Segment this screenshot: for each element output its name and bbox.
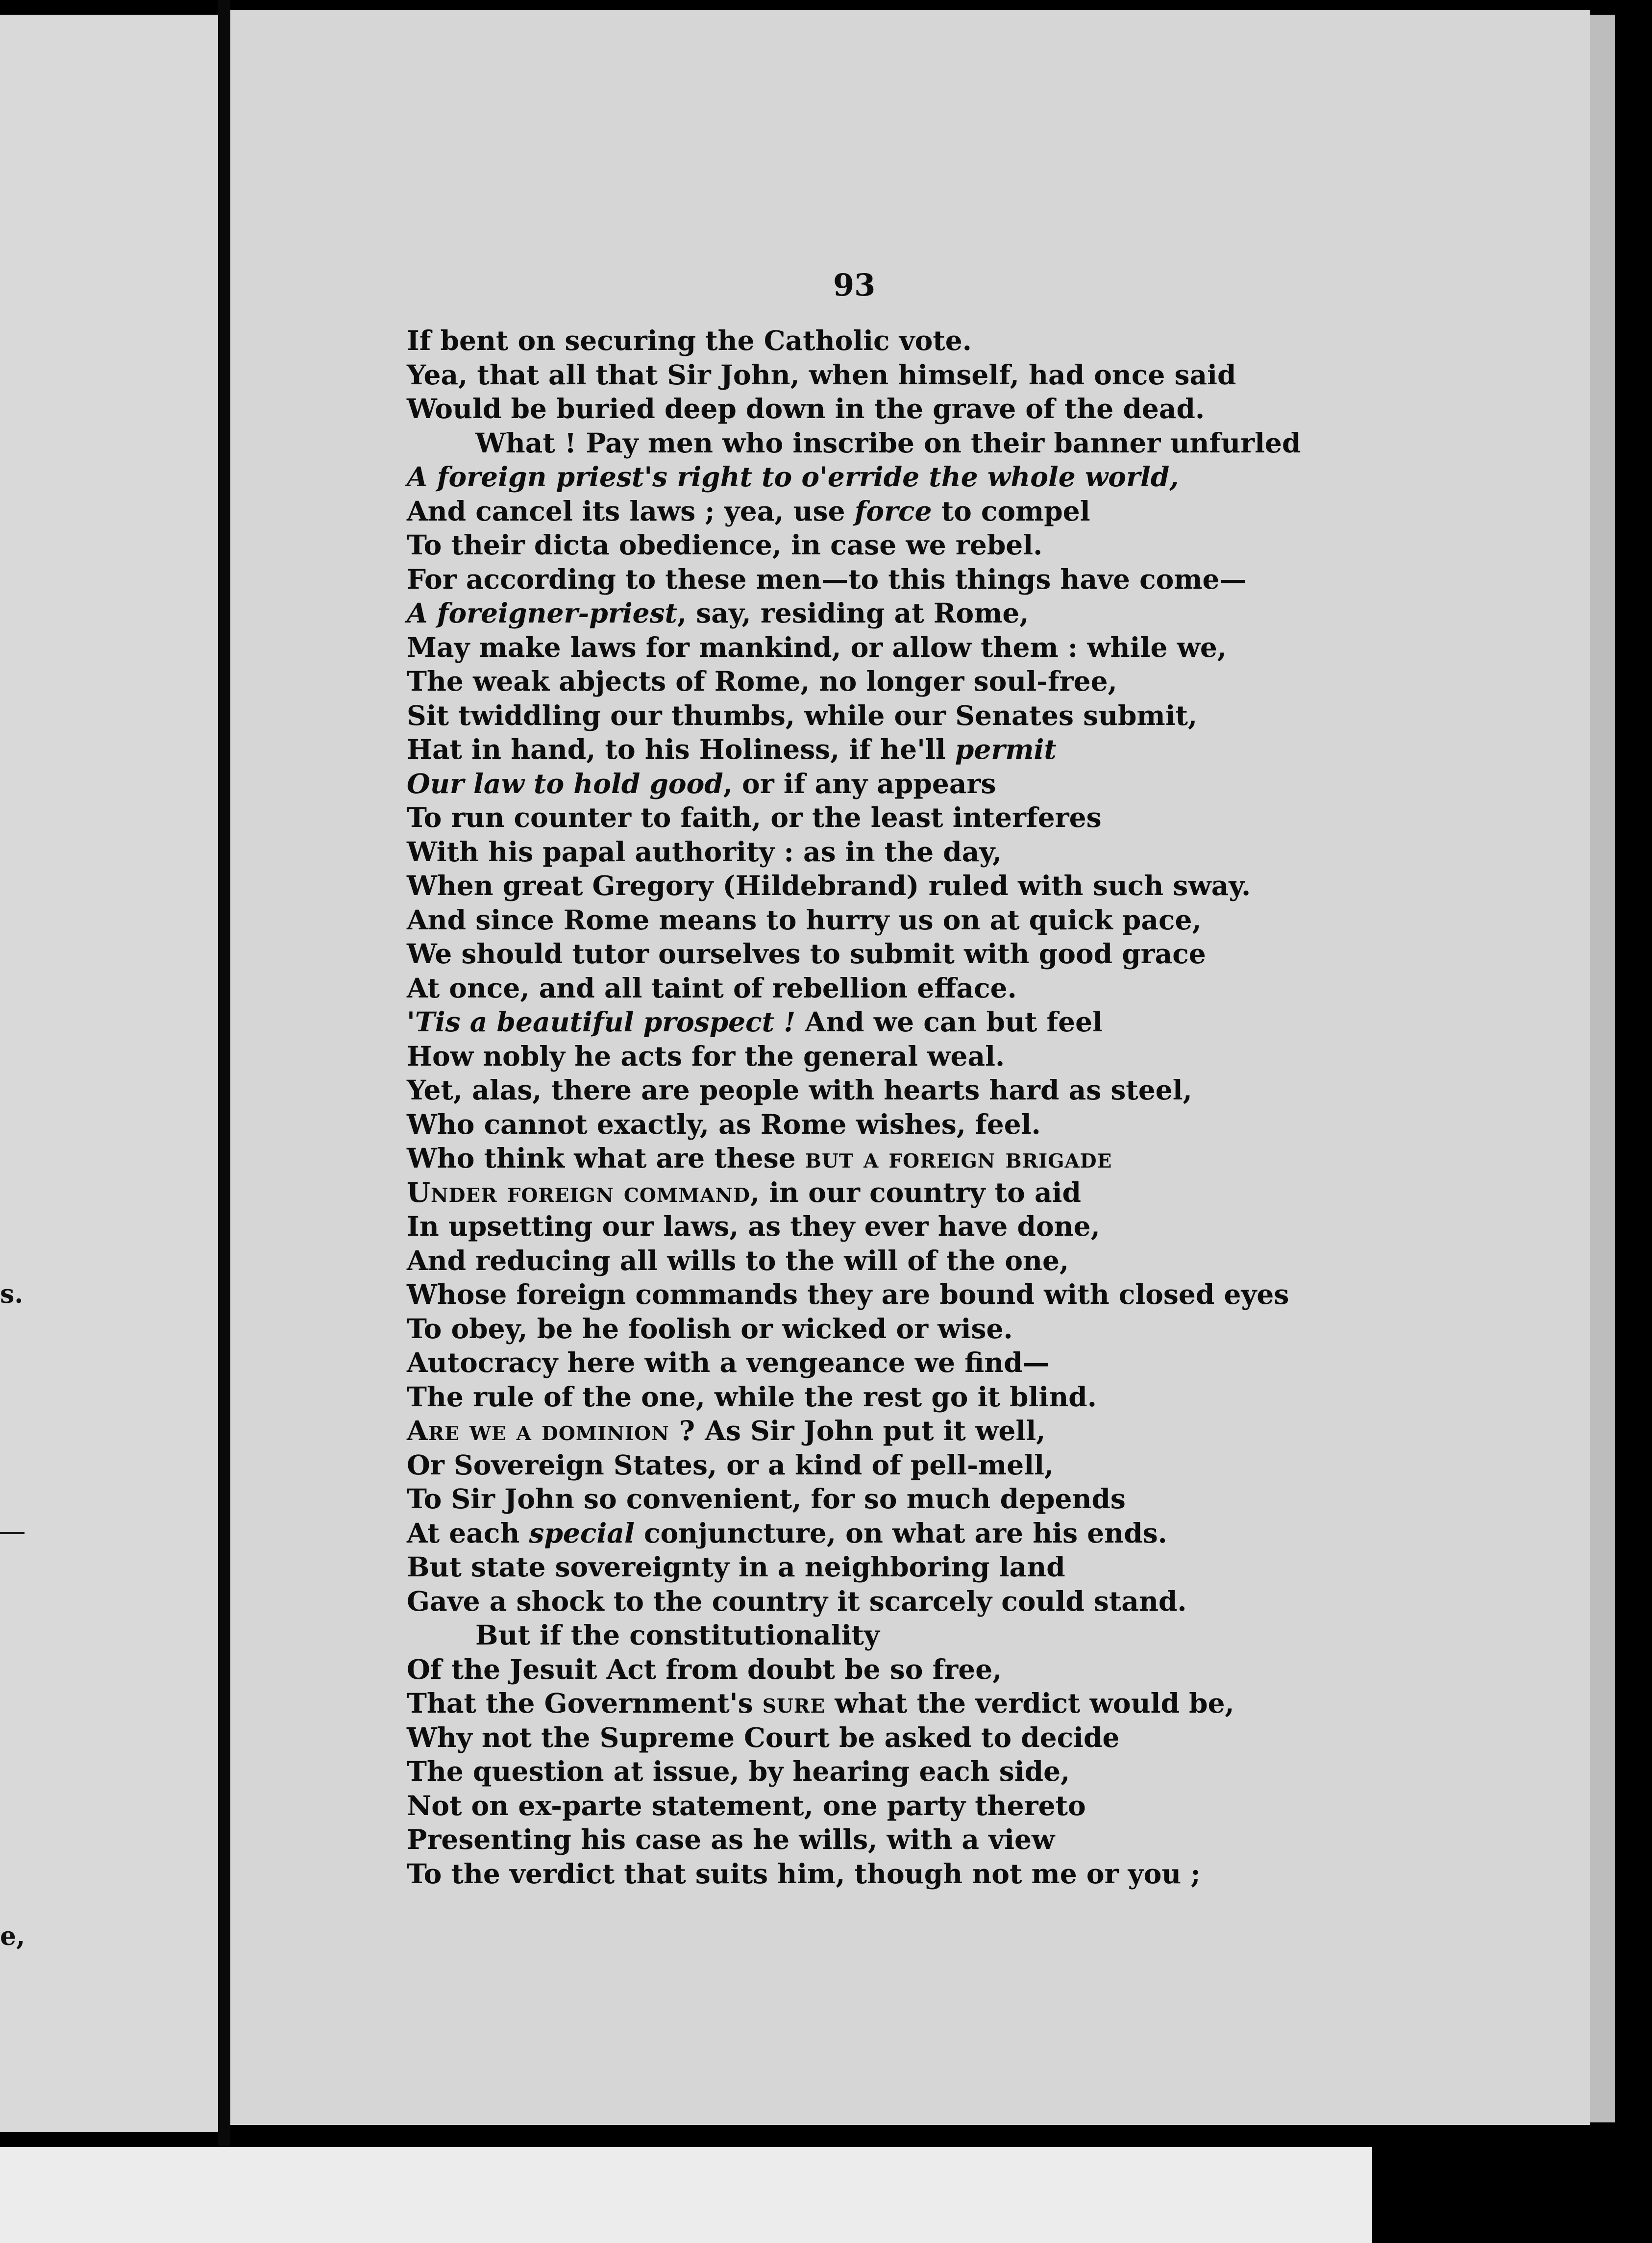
text-segment: Gave a shock to the country it scarcely could stand. — [407, 1585, 1187, 1617]
text-line — [407, 1175, 1563, 1210]
text-line — [407, 1380, 1563, 1414]
text-line — [407, 1720, 1563, 1755]
text-line — [407, 767, 1563, 801]
text-segment: That the Government's — [407, 1687, 763, 1719]
text-line — [407, 1039, 1563, 1073]
text-segment: At each — [407, 1517, 529, 1549]
page-edge — [1590, 15, 1615, 2122]
text-segment: Autocracy here with a vengeance we find— — [407, 1346, 1050, 1378]
text-segment: At once, and all taint of rebellion efface. — [407, 972, 1017, 1004]
text-segment: Of the Jesuit Act from doubt be so free, — [407, 1653, 1002, 1685]
text-line — [407, 1754, 1563, 1789]
text-segment: How nobly he acts for the general weal. — [407, 1040, 1005, 1072]
small-caps-text: sure — [762, 1687, 826, 1719]
text-segment: Sit twiddling our thumbs, while our Senates submit, — [407, 699, 1198, 731]
text-segment: To run counter to faith, or the least interferes — [407, 801, 1102, 833]
text-line — [407, 1516, 1563, 1550]
text-segment: The question at issue, by hearing each side, — [407, 1755, 1070, 1787]
text-line — [407, 698, 1563, 733]
text-line — [407, 1209, 1563, 1244]
text-line — [407, 324, 1563, 358]
text-line — [407, 1005, 1563, 1039]
text-segment: what the verdict would be, — [825, 1687, 1234, 1719]
page-number: 93 — [833, 267, 876, 303]
text-line — [407, 1550, 1563, 1584]
text-segment: , say, residing at Rome, — [677, 597, 1029, 629]
left-page-rule — [0, 1532, 25, 1534]
text-line — [407, 1822, 1563, 1857]
text-segment: The weak abjects of Rome, no longer soul-free, — [407, 665, 1117, 697]
text-line — [407, 732, 1563, 767]
italic-text: Our law to hold good — [407, 767, 723, 799]
text-line — [407, 1073, 1563, 1107]
text-segment: And since Rome means to hurry us on at quick pace, — [407, 903, 1202, 936]
text-segment: To the verdict that suits him, though not me or you ; — [407, 1857, 1201, 1890]
text-line — [407, 596, 1563, 630]
text-segment: With his papal authority : as in the day, — [407, 835, 1002, 868]
text-segment: And reducing all wills to the will of the one, — [407, 1244, 1069, 1276]
text-line — [407, 494, 1563, 528]
italic-text: A foreign priest's right to o'erride the whole world, — [407, 461, 1179, 493]
text-line — [407, 630, 1563, 665]
text-segment: Who cannot exactly, as Rome wishes, feel. — [407, 1108, 1041, 1140]
text-segment: Why not the Supreme Court be asked to decide — [407, 1721, 1120, 1753]
text-segment: And cancel its laws ; yea, use — [407, 495, 855, 527]
text-segment: Yet, alas, there are people with hearts hard as steel, — [407, 1074, 1192, 1106]
text-line — [407, 1312, 1563, 1346]
text-segment: In upsetting our laws, as they ever have done, — [407, 1210, 1100, 1242]
text-line — [407, 1652, 1563, 1687]
text-line — [407, 1277, 1563, 1312]
text-segment: What ! Pay men who inscribe on their banner unfurled — [475, 426, 1301, 459]
text-line — [407, 664, 1563, 698]
text-segment: Or Sovereign States, or a kind of pell-mell, — [407, 1448, 1054, 1481]
text-line — [407, 392, 1563, 426]
text-segment: And we can but feel — [795, 1006, 1103, 1038]
text-segment: Hat in hand, to his Holiness, if he'll — [407, 733, 955, 765]
text-line — [407, 1857, 1563, 1891]
text-line — [407, 426, 1563, 460]
poem-text — [407, 324, 1563, 1891]
text-line — [407, 562, 1563, 597]
small-caps-text: but a foreign brigade — [805, 1142, 1112, 1174]
text-segment: The rule of the one, while the rest go it blind. — [407, 1380, 1097, 1413]
text-line — [407, 1414, 1563, 1448]
text-segment: Would be buried deep down in the grave of the dead. — [407, 393, 1205, 424]
text-line — [407, 1244, 1563, 1278]
binding-gutter — [218, 0, 230, 2243]
text-line — [407, 835, 1563, 869]
text-line — [407, 528, 1563, 562]
text-segment: But state sovereignty in a neighboring land — [407, 1551, 1065, 1583]
text-segment: Whose foreign commands they are bound with closed eyes — [407, 1278, 1289, 1310]
text-segment: But if the constitutionality — [475, 1619, 880, 1651]
text-segment: May make laws for mankind, or allow them : while we, — [407, 631, 1227, 663]
text-segment: conjuncture, on what are his ends. — [634, 1517, 1167, 1549]
text-segment: Presenting his case as he wills, with a view — [407, 1823, 1055, 1855]
text-segment: When great Gregory (Hildebrand) ruled with such sway. — [407, 870, 1251, 901]
left-page-edge — [0, 15, 218, 2132]
text-line — [407, 1789, 1563, 1823]
text-segment: To obey, be he foolish or wicked or wise. — [407, 1312, 1013, 1345]
text-line — [407, 460, 1563, 494]
text-segment: Not on ex-parte statement, one party thereto — [407, 1789, 1086, 1821]
text-line — [407, 869, 1563, 903]
text-line — [407, 1107, 1563, 1142]
left-page-text-fragment: s. — [0, 1279, 24, 1309]
italic-text: A foreigner-priest — [407, 597, 677, 629]
text-line — [407, 358, 1563, 392]
text-line — [407, 1686, 1563, 1720]
italic-text: permit — [955, 733, 1057, 765]
italic-text: force — [854, 495, 932, 527]
left-page-text-fragment: e, — [0, 1921, 25, 1951]
italic-text: 'Tis a beautiful prospect ! — [407, 1006, 796, 1038]
text-segment: For according to these men—to this things have come— — [407, 563, 1247, 595]
small-caps-text: Are we a dominion ? — [407, 1415, 696, 1446]
text-segment: If bent on securing the Catholic vote. — [407, 324, 972, 356]
italic-text: special — [529, 1517, 635, 1549]
text-line — [407, 971, 1563, 1005]
text-segment: As Sir John put it well, — [695, 1415, 1046, 1446]
text-line — [407, 1482, 1563, 1516]
text-segment: Yea, that all that Sir John, when himself, had once said — [407, 358, 1236, 391]
text-line — [407, 1346, 1563, 1380]
text-segment: We should tutor ourselves to submit with good grace — [407, 938, 1206, 970]
text-line — [407, 1141, 1563, 1175]
text-segment: Who think what are these — [407, 1142, 805, 1174]
text-segment: , in our country to aid — [750, 1176, 1081, 1208]
text-segment: to compel — [932, 495, 1090, 527]
text-line — [407, 1618, 1563, 1652]
scan-bottom-strip — [0, 2147, 1372, 2243]
text-segment: To their dicta obedience, in case we rebel. — [407, 529, 1043, 561]
text-line — [407, 937, 1563, 971]
text-line — [407, 1448, 1563, 1482]
text-line — [407, 903, 1563, 937]
text-segment: To Sir John so convenient, for so much depends — [407, 1483, 1126, 1515]
text-segment: , or if any appears — [723, 767, 996, 799]
text-line — [407, 800, 1563, 835]
text-line — [407, 1584, 1563, 1619]
small-caps-text: Under foreign command — [407, 1176, 750, 1208]
